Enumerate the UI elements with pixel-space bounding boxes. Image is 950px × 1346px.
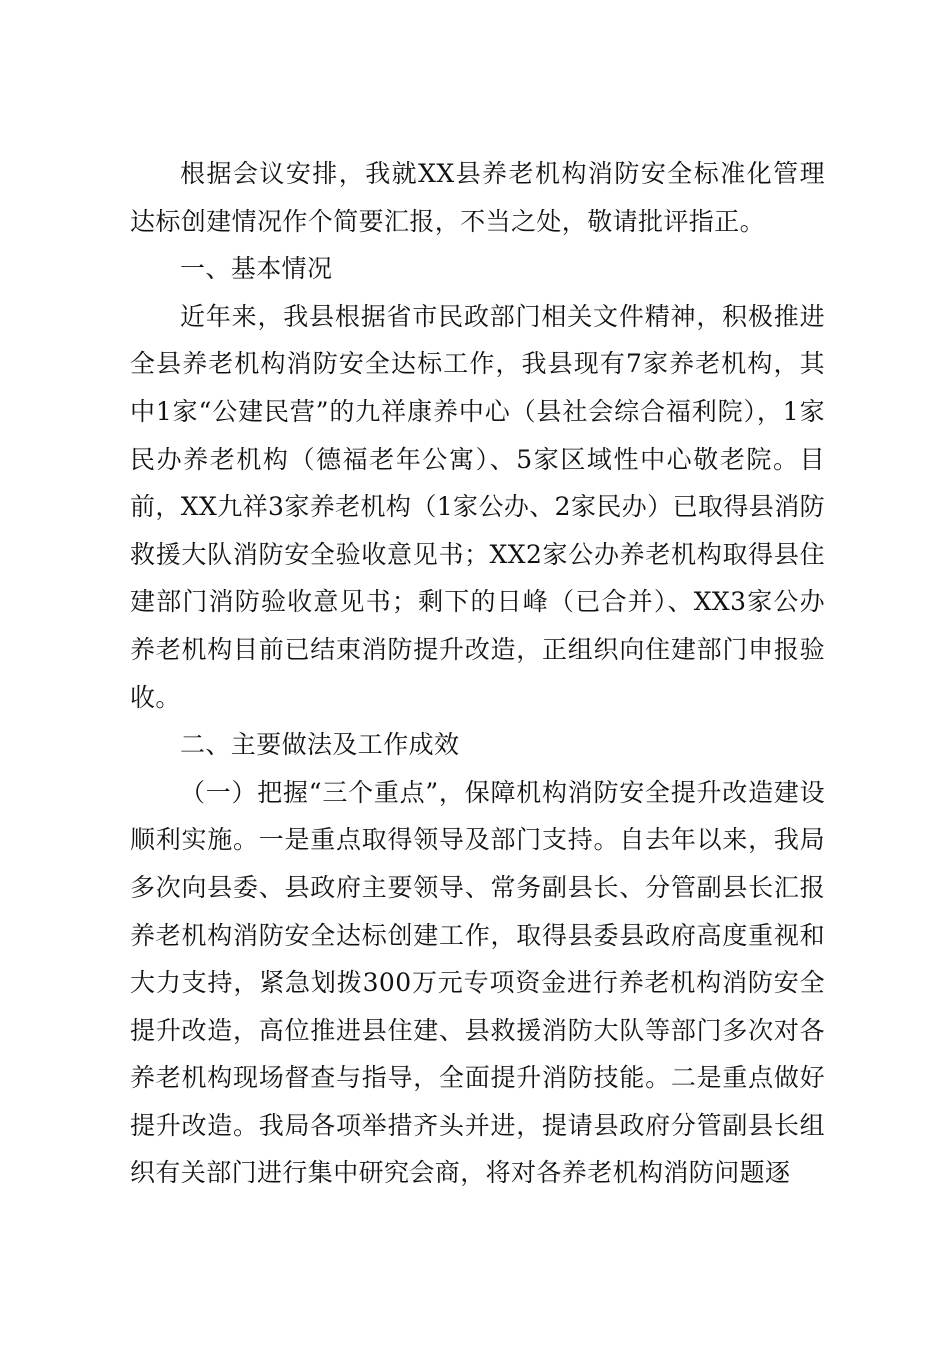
section-heading-basic-situation: 一、基本情况 xyxy=(180,254,333,284)
section-heading-main-practices: 二、主要做法及工作成效 xyxy=(180,730,460,760)
main-practices-paragraph: （一）把握“三个重点”，保障机构消防安全提升改造建设顺利实施。一是重点取得领导及部门支持。自去年以来，我局多次向县委、县政府主要领导、常务副县长、分管副县长汇报养老机构消防安全达标创建工作，取得县委县政府高度重视和大力支持，紧急划拨300万元专项资金进行养老机构消防安全提升改造，高位推进县住建、县救援消防大队等部门多次对各养老机构现场督查与指导，全面提升消防技能。二是重点做好提升改造。我局各项举措齐头并进，提请县政府分管副县长组织有关部门进行集中研究会商，将对各养老机构消防问题逐 xyxy=(130,777,825,1188)
document-body xyxy=(130,150,825,1197)
basic-situation-paragraph: 近年来，我县根据省市民政部门相关文件精神，积极推进全县养老机构消防安全达标工作，我县现有7家养老机构，其中1家“公建民营”的九祥康养中心（县社会综合福利院），1家民办养老机构（德福老年公寓）、5家区域性中心敬老院。目前，XX九祥3家养老机构（1家公办、2家民办）已取得县消防救援大队消防安全验收意见书；XX2家公办养老机构取得县住建部门消防验收意见书；剩下的日峰（已合并）、XX3家公办养老机构目前已结束消防提升改造，正组织向住建部门申报验收。 xyxy=(130,301,825,712)
intro-paragraph: 根据会议安排，我就XX县养老机构消防安全标准化管理达标创建情况作个简要汇报，不当之处，敬请批评指正。 xyxy=(130,159,825,236)
